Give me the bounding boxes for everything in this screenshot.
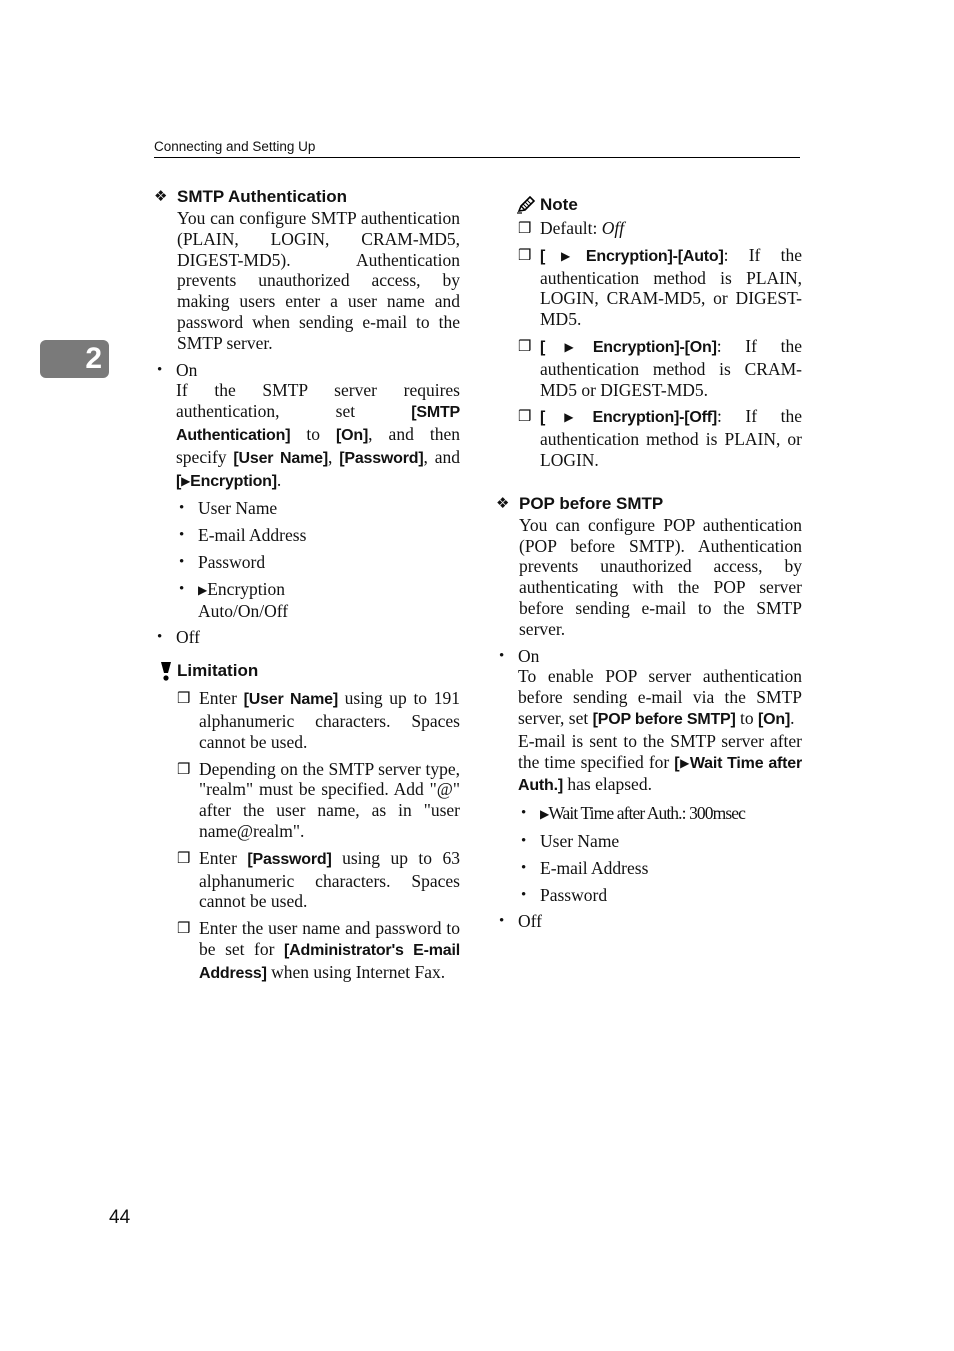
- checkbox-icon: ❒: [518, 338, 532, 355]
- limitation-item: [177, 918, 460, 984]
- text: : If the authentication method is PLAIN, LOGIN, CRAM-MD5, or DIGEST-MD5.: [540, 244, 802, 330]
- limitation-list: [154, 688, 460, 984]
- text: Depending on the SMTP server type, "realm" must be specified. Add "@" after the user name, as in "user name@realm".: [199, 758, 460, 841]
- text: Enter: [199, 847, 248, 868]
- text: using up to 191 alphanumeric characters. Spaces cannot be used.: [199, 688, 460, 752]
- list-item-encryption: [176, 579, 460, 622]
- pop-option-on: [496, 646, 802, 906]
- list-item: • E-mail Address: [176, 525, 460, 546]
- text: to: [290, 423, 337, 444]
- text: has elapsed.: [563, 774, 652, 795]
- option-label: • On: [176, 359, 198, 380]
- pop-options: [496, 646, 802, 933]
- pop-title: POP before SMTP: [519, 493, 664, 513]
- checkbox-icon: ❒: [518, 221, 532, 237]
- key-text: Encryption]-[Off]: [592, 409, 718, 427]
- option-label: • On: [518, 645, 540, 666]
- key-text: Encryption]: [190, 472, 277, 490]
- triangle-right-icon: ▶: [545, 248, 586, 263]
- bracket: [: [540, 247, 546, 265]
- key-on: [On]: [758, 710, 791, 728]
- limitation-title: Limitation: [177, 661, 259, 681]
- key-on: [On]: [336, 426, 369, 444]
- triangle-right-icon: ▶: [679, 755, 690, 770]
- running-header: Connecting and Setting Up: [154, 139, 800, 158]
- note-item-on: [518, 336, 802, 400]
- text: to: [735, 707, 758, 728]
- note-item-auto: [518, 245, 802, 330]
- chapter-tab: 2: [40, 340, 109, 378]
- list-item: • E-mail Address: [518, 858, 802, 879]
- limitation-item: [177, 848, 460, 912]
- key-encryption-auto: [540, 248, 724, 265]
- bracket: [: [674, 754, 680, 772]
- bracket: [: [540, 338, 546, 356]
- pop-heading: [496, 493, 802, 515]
- smtp-auth-intro: You can configure SMTP authentication (PLAIN, LOGIN, CRAM-MD5, DIGEST-MD5). Authentication prevents unauthorized access, by making users enter a user name and password when sending e-mail to the SMTP server.: [177, 208, 460, 353]
- key-encryption-off: [540, 409, 717, 426]
- checkbox-icon: ❒: [518, 409, 532, 426]
- exclamation-icon: [154, 660, 177, 682]
- key-text: Encryption]-[On]: [592, 338, 717, 356]
- smtp-auth-heading: [154, 186, 460, 208]
- pop-intro: You can configure POP authentication (POP before SMTP). Authentication prevents unauthorized access, by authenticating with the POP server before sending e-mail to the SMTP server.: [519, 514, 802, 639]
- option-description: [176, 380, 460, 492]
- text: .: [276, 469, 282, 490]
- right-column: [496, 194, 802, 932]
- triangle-right-icon: ▶: [181, 473, 191, 488]
- checkbox-icon: ❒: [177, 921, 191, 938]
- smtp-auth-title: SMTP Authentication: [177, 187, 347, 206]
- limitation-heading: [154, 660, 460, 682]
- key-encryption: [176, 473, 277, 490]
- pencil-icon: [516, 196, 540, 214]
- key-user-name: [User Name]: [233, 449, 328, 467]
- list-item: • Password: [518, 885, 802, 906]
- smtp-option-on: [154, 360, 460, 622]
- four-diamond-icon: ❖: [154, 188, 168, 205]
- pop-on-subitems: [518, 803, 802, 905]
- list-item: • Password: [176, 552, 460, 573]
- text: when using Internet Fax.: [266, 961, 446, 982]
- text: , and: [423, 446, 460, 467]
- text: .: [790, 707, 795, 728]
- note-title: Note: [540, 195, 578, 214]
- text: Encryption: [207, 578, 285, 599]
- key-admin-email: [Administrator's E-mail Address]: [199, 941, 460, 982]
- text: using up to 63 alphanumeric characters. Spaces cannot be used.: [199, 847, 460, 912]
- text: , and then specify: [176, 423, 460, 467]
- bracket: [: [540, 409, 546, 427]
- note-item-default: [518, 218, 802, 239]
- option-description: [518, 666, 802, 730]
- four-diamond-icon: ❖: [496, 494, 510, 512]
- text: : If the authentication method is CRAM-MD5 or DIGEST-MD5.: [540, 335, 802, 400]
- limitation-item: [177, 688, 460, 752]
- list-item: • User Name: [518, 831, 802, 852]
- list-item-wait-time: [518, 803, 802, 825]
- triangle-right-icon: ▶: [545, 339, 593, 354]
- note-list: [496, 218, 802, 471]
- text: To enable POP server authentication before sending e-mail via the SMTP server, set: [518, 666, 802, 728]
- key-text: Wait Time after Auth.]: [518, 754, 802, 795]
- left-column: [154, 186, 460, 985]
- encryption-values: Auto/On/Off: [198, 600, 289, 621]
- text: Wait Time after Auth.: 300msec: [548, 803, 745, 824]
- text: E-mail is sent to the SMTP server after the time specified for: [518, 730, 802, 772]
- checkbox-icon: ❒: [177, 850, 191, 867]
- text: Enter: [199, 688, 244, 709]
- page-number: 44: [109, 1207, 131, 1228]
- triangle-right-icon: ▶: [540, 807, 549, 822]
- text: Default:: [540, 218, 602, 238]
- triangle-right-icon: ▶: [545, 410, 593, 425]
- option-description-2: [518, 731, 802, 797]
- key-smtp-authentication: [SMTP Authentication]: [176, 404, 460, 444]
- key-password: [Password]: [339, 449, 424, 467]
- text: Enter the user name and password to be set for: [199, 918, 460, 959]
- pop-option-off: • Off: [496, 911, 802, 932]
- key-pop-before-smtp: [POP before SMTP]: [592, 710, 736, 728]
- text: : If the authentication method is PLAIN, or LOGIN.: [540, 406, 802, 470]
- limitation-item: [177, 759, 460, 842]
- key-text: Encryption]-[Auto]: [585, 247, 724, 265]
- smtp-auth-options: [154, 360, 460, 649]
- smtp-option-off: • Off: [154, 627, 460, 648]
- key-encryption-on: [540, 339, 717, 356]
- triangle-right-icon: ▶: [198, 582, 208, 597]
- text: If the SMTP server requires authentication, set: [176, 380, 460, 422]
- list-item: • User Name: [176, 498, 460, 519]
- key-password: [Password]: [247, 850, 332, 868]
- note-heading: [496, 194, 802, 216]
- checkbox-icon: ❒: [177, 691, 191, 708]
- note-item-off: [518, 406, 802, 470]
- checkbox-icon: ❒: [177, 761, 191, 778]
- smtp-on-subitems: [176, 498, 460, 621]
- text: ,: [327, 446, 340, 467]
- bracket: [: [176, 472, 182, 490]
- key-user-name: [User Name]: [243, 691, 338, 709]
- checkbox-icon: ❒: [518, 247, 532, 264]
- default-value: Off: [601, 218, 625, 238]
